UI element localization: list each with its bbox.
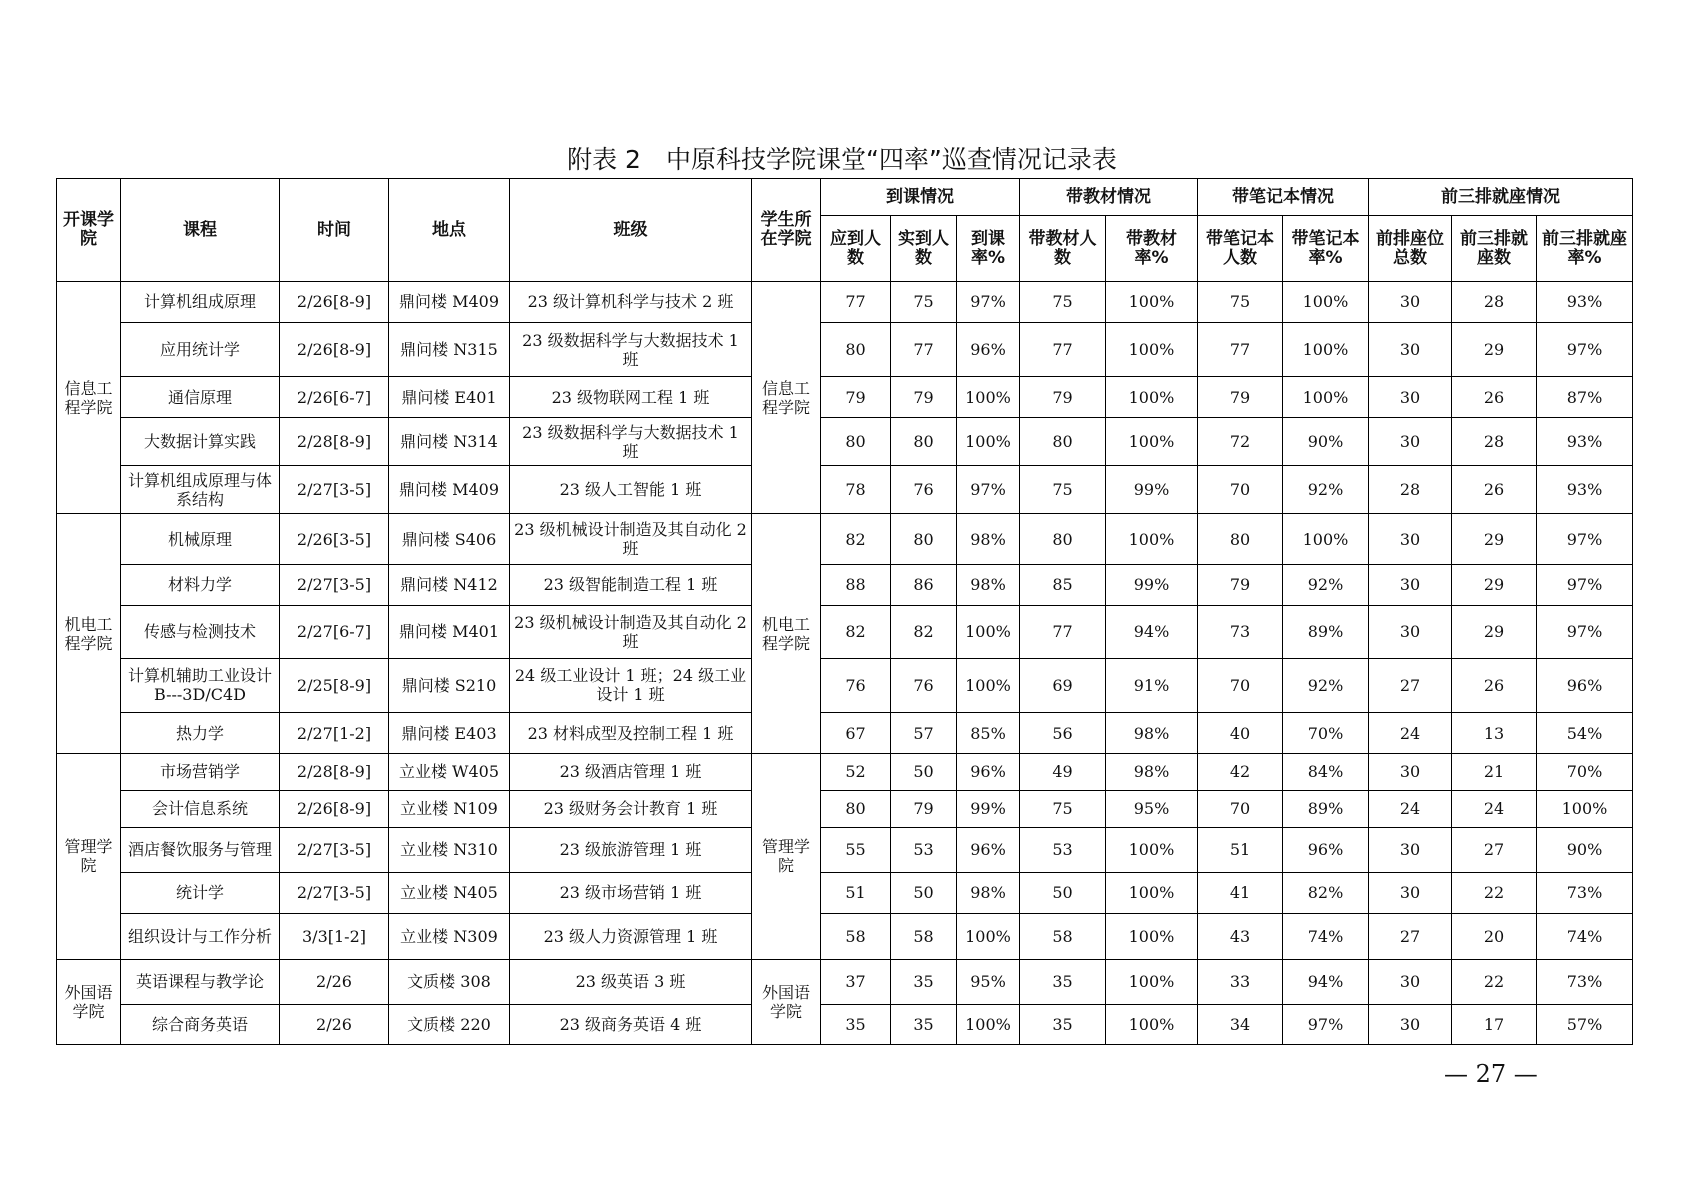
front-seated-cell: 28 — [1452, 418, 1537, 466]
table-row — [57, 658, 1633, 712]
attendance-rate-cell: 98% — [957, 564, 1020, 605]
expected-count-cell: 37 — [821, 959, 891, 1004]
textbook-rate-cell: 100% — [1106, 322, 1198, 376]
course-cell: 计算机组成原理 — [121, 282, 280, 323]
course-cell: 传感与检测技术 — [121, 605, 280, 658]
header-textbook-rate: 带教材率% — [1106, 216, 1198, 282]
class-cell: 23 级商务英语 4 班 — [510, 1004, 752, 1044]
textbook-rate-cell: 99% — [1106, 466, 1198, 514]
expected-count-cell: 51 — [821, 872, 891, 913]
textbook-rate-cell: 100% — [1106, 1004, 1198, 1044]
time-cell: 3/3[1-2] — [280, 913, 389, 959]
notebook-count-cell: 33 — [1198, 959, 1283, 1004]
actual-count-cell: 80 — [891, 418, 957, 466]
expected-count-cell: 82 — [821, 605, 891, 658]
textbook-rate-cell: 100% — [1106, 959, 1198, 1004]
notebook-rate-cell: 89% — [1283, 790, 1369, 827]
notebook-count-cell: 70 — [1198, 658, 1283, 712]
attendance-rate-cell: 100% — [957, 418, 1020, 466]
notebook-count-cell: 43 — [1198, 913, 1283, 959]
attendance-rate-cell: 85% — [957, 713, 1020, 754]
actual-count-cell: 76 — [891, 466, 957, 514]
attendance-rate-cell: 99% — [957, 790, 1020, 827]
table-row — [57, 377, 1633, 418]
class-cell: 23 级旅游管理 1 班 — [510, 827, 752, 872]
location-cell: 鼎问楼 S210 — [389, 658, 510, 712]
expected-count-cell: 52 — [821, 754, 891, 791]
page-title: 附表 2 中原科技学院课堂“四率”巡查情况记录表 — [567, 145, 1117, 174]
front-seat-total-cell: 30 — [1369, 322, 1452, 376]
table-row — [57, 322, 1633, 376]
class-cell: 23 级物联网工程 1 班 — [510, 377, 752, 418]
attendance-rate-cell: 100% — [957, 377, 1020, 418]
time-cell: 2/27[3-5] — [280, 827, 389, 872]
attendance-rate-cell: 100% — [957, 1004, 1020, 1044]
expected-count-cell: 58 — [821, 913, 891, 959]
front-seat-rate-cell: 97% — [1537, 322, 1633, 376]
class-cell: 23 级智能制造工程 1 班 — [510, 564, 752, 605]
front-seat-total-cell: 30 — [1369, 377, 1452, 418]
actual-count-cell: 58 — [891, 913, 957, 959]
notebook-count-cell: 70 — [1198, 466, 1283, 514]
textbook-count-cell: 80 — [1020, 418, 1106, 466]
front-seat-total-cell: 28 — [1369, 466, 1452, 514]
textbook-count-cell: 50 — [1020, 872, 1106, 913]
textbook-count-cell: 79 — [1020, 377, 1106, 418]
textbook-count-cell: 69 — [1020, 658, 1106, 712]
front-seat-total-cell: 27 — [1369, 658, 1452, 712]
time-cell: 2/27[1-2] — [280, 713, 389, 754]
course-cell: 市场营销学 — [121, 754, 280, 791]
class-cell: 23 级机械设计制造及其自动化 2 班 — [510, 514, 752, 564]
class-cell: 23 级数据科学与大数据技术 1 班 — [510, 322, 752, 376]
notebook-rate-cell: 100% — [1283, 514, 1369, 564]
expected-count-cell: 79 — [821, 377, 891, 418]
table-row — [57, 282, 1633, 323]
class-cell: 23 级人工智能 1 班 — [510, 466, 752, 514]
header-course: 课程 — [121, 179, 280, 282]
table-row — [57, 913, 1633, 959]
front-seat-rate-cell: 97% — [1537, 514, 1633, 564]
location-cell: 立业楼 N405 — [389, 872, 510, 913]
textbook-count-cell: 35 — [1020, 1004, 1106, 1044]
notebook-count-cell: 72 — [1198, 418, 1283, 466]
notebook-count-cell: 79 — [1198, 564, 1283, 605]
table-row — [57, 790, 1633, 827]
front-seat-rate-cell: 54% — [1537, 713, 1633, 754]
header-student-college: 学生所在学院 — [752, 179, 821, 282]
front-seat-rate-cell: 70% — [1537, 754, 1633, 791]
table-row — [57, 418, 1633, 466]
textbook-count-cell: 77 — [1020, 322, 1106, 376]
attendance-rate-cell: 100% — [957, 605, 1020, 658]
attendance-rate-cell: 96% — [957, 827, 1020, 872]
table-row — [57, 1004, 1633, 1044]
time-cell: 2/26 — [280, 1004, 389, 1044]
front-seated-cell: 29 — [1452, 514, 1537, 564]
notebook-count-cell: 51 — [1198, 827, 1283, 872]
actual-count-cell: 50 — [891, 754, 957, 791]
notebook-count-cell: 40 — [1198, 713, 1283, 754]
textbook-rate-cell: 100% — [1106, 913, 1198, 959]
front-seat-rate-cell: 93% — [1537, 282, 1633, 323]
front-seated-cell: 29 — [1452, 564, 1537, 605]
textbook-rate-cell: 98% — [1106, 754, 1198, 791]
front-seated-cell: 20 — [1452, 913, 1537, 959]
notebook-count-cell: 42 — [1198, 754, 1283, 791]
notebook-rate-cell: 96% — [1283, 827, 1369, 872]
time-cell: 2/26[8-9] — [280, 282, 389, 323]
notebook-rate-cell: 100% — [1283, 282, 1369, 323]
front-seat-total-cell: 30 — [1369, 827, 1452, 872]
notebook-rate-cell: 97% — [1283, 1004, 1369, 1044]
textbook-count-cell: 75 — [1020, 282, 1106, 323]
textbook-rate-cell: 100% — [1106, 377, 1198, 418]
actual-count-cell: 76 — [891, 658, 957, 712]
table-row — [57, 713, 1633, 754]
textbook-count-cell: 56 — [1020, 713, 1106, 754]
textbook-count-cell: 53 — [1020, 827, 1106, 872]
header-location: 地点 — [389, 179, 510, 282]
textbook-rate-cell: 100% — [1106, 418, 1198, 466]
textbook-count-cell: 85 — [1020, 564, 1106, 605]
course-cell: 大数据计算实践 — [121, 418, 280, 466]
class-cell: 24 级工业设计 1 班；24 级工业设计 1 班 — [510, 658, 752, 712]
header-group-notebook: 带笔记本情况 — [1198, 179, 1369, 216]
location-cell: 文质楼 220 — [389, 1004, 510, 1044]
notebook-rate-cell: 92% — [1283, 564, 1369, 605]
header-college: 开课学院 — [57, 179, 121, 282]
course-cell: 综合商务英语 — [121, 1004, 280, 1044]
front-seated-cell: 13 — [1452, 713, 1537, 754]
course-cell: 酒店餐饮服务与管理 — [121, 827, 280, 872]
location-cell: 鼎问楼 N314 — [389, 418, 510, 466]
front-seat-rate-cell: 73% — [1537, 959, 1633, 1004]
header-time: 时间 — [280, 179, 389, 282]
front-seat-rate-cell: 97% — [1537, 605, 1633, 658]
class-cell: 23 级机械设计制造及其自动化 2 班 — [510, 605, 752, 658]
notebook-rate-cell: 84% — [1283, 754, 1369, 791]
expected-count-cell: 35 — [821, 1004, 891, 1044]
attendance-rate-cell: 96% — [957, 754, 1020, 791]
table-row — [57, 514, 1633, 564]
actual-count-cell: 86 — [891, 564, 957, 605]
class-cell: 23 级市场营销 1 班 — [510, 872, 752, 913]
notebook-count-cell: 41 — [1198, 872, 1283, 913]
textbook-rate-cell: 100% — [1106, 827, 1198, 872]
front-seat-total-cell: 24 — [1369, 790, 1452, 827]
textbook-count-cell: 49 — [1020, 754, 1106, 791]
notebook-rate-cell: 100% — [1283, 377, 1369, 418]
table-row — [57, 827, 1633, 872]
attendance-rate-cell: 96% — [957, 322, 1020, 376]
expected-count-cell: 78 — [821, 466, 891, 514]
course-cell: 统计学 — [121, 872, 280, 913]
college-cell: 管理学院 — [57, 754, 121, 960]
table-body — [57, 282, 1633, 1045]
class-cell: 23 级酒店管理 1 班 — [510, 754, 752, 791]
attendance-rate-cell: 98% — [957, 514, 1020, 564]
front-seat-total-cell: 30 — [1369, 754, 1452, 791]
class-cell: 23 材料成型及控制工程 1 班 — [510, 713, 752, 754]
front-seat-rate-cell: 97% — [1537, 564, 1633, 605]
front-seated-cell: 26 — [1452, 658, 1537, 712]
student-college-cell: 信息工程学院 — [752, 282, 821, 514]
location-cell: 立业楼 N309 — [389, 913, 510, 959]
header-front-seat-rate: 前三排就座率% — [1537, 216, 1633, 282]
textbook-count-cell: 80 — [1020, 514, 1106, 564]
college-cell: 机电工程学院 — [57, 514, 121, 754]
attendance-rate-cell: 97% — [957, 466, 1020, 514]
header-group-textbook: 带教材情况 — [1020, 179, 1198, 216]
course-cell: 材料力学 — [121, 564, 280, 605]
expected-count-cell: 80 — [821, 322, 891, 376]
notebook-rate-cell: 70% — [1283, 713, 1369, 754]
patrol-record-table — [56, 178, 1633, 1045]
header-group-attendance: 到课情况 — [821, 179, 1020, 216]
notebook-count-cell: 80 — [1198, 514, 1283, 564]
actual-count-cell: 75 — [891, 282, 957, 323]
textbook-rate-cell: 94% — [1106, 605, 1198, 658]
time-cell: 2/25[8-9] — [280, 658, 389, 712]
course-cell: 机械原理 — [121, 514, 280, 564]
location-cell: 鼎问楼 M401 — [389, 605, 510, 658]
table-row — [57, 466, 1633, 514]
front-seat-total-cell: 30 — [1369, 564, 1452, 605]
textbook-count-cell: 58 — [1020, 913, 1106, 959]
textbook-count-cell: 75 — [1020, 466, 1106, 514]
course-cell: 组织设计与工作分析 — [121, 913, 280, 959]
front-seated-cell: 29 — [1452, 605, 1537, 658]
actual-count-cell: 57 — [891, 713, 957, 754]
front-seated-cell: 26 — [1452, 466, 1537, 514]
time-cell: 2/28[8-9] — [280, 418, 389, 466]
header-notebook-count: 带笔记本人数 — [1198, 216, 1283, 282]
header-textbook-count: 带教材人数 — [1020, 216, 1106, 282]
front-seat-total-cell: 24 — [1369, 713, 1452, 754]
class-cell: 23 级人力资源管理 1 班 — [510, 913, 752, 959]
table-row — [57, 872, 1633, 913]
notebook-rate-cell: 90% — [1283, 418, 1369, 466]
notebook-count-cell: 79 — [1198, 377, 1283, 418]
notebook-count-cell: 77 — [1198, 322, 1283, 376]
textbook-rate-cell: 100% — [1106, 282, 1198, 323]
textbook-rate-cell: 100% — [1106, 514, 1198, 564]
student-college-cell: 机电工程学院 — [752, 514, 821, 754]
front-seat-total-cell: 30 — [1369, 959, 1452, 1004]
header-actual: 实到人数 — [891, 216, 957, 282]
front-seated-cell: 17 — [1452, 1004, 1537, 1044]
front-seat-total-cell: 30 — [1369, 282, 1452, 323]
location-cell: 鼎问楼 N412 — [389, 564, 510, 605]
time-cell: 2/27[3-5] — [280, 466, 389, 514]
notebook-rate-cell: 92% — [1283, 466, 1369, 514]
notebook-count-cell: 70 — [1198, 790, 1283, 827]
course-cell: 计算机组成原理与体系结构 — [121, 466, 280, 514]
textbook-rate-cell: 95% — [1106, 790, 1198, 827]
location-cell: 文质楼 308 — [389, 959, 510, 1004]
textbook-count-cell: 35 — [1020, 959, 1106, 1004]
time-cell: 2/27[3-5] — [280, 872, 389, 913]
header-front-seated: 前三排就座数 — [1452, 216, 1537, 282]
front-seat-rate-cell: 100% — [1537, 790, 1633, 827]
textbook-rate-cell: 100% — [1106, 872, 1198, 913]
notebook-rate-cell: 92% — [1283, 658, 1369, 712]
location-cell: 立业楼 N109 — [389, 790, 510, 827]
header-expected: 应到人数 — [821, 216, 891, 282]
front-seat-rate-cell: 87% — [1537, 377, 1633, 418]
class-cell: 23 级计算机科学与技术 2 班 — [510, 282, 752, 323]
table-header — [57, 179, 1633, 282]
time-cell: 2/26 — [280, 959, 389, 1004]
attendance-rate-cell: 97% — [957, 282, 1020, 323]
expected-count-cell: 80 — [821, 790, 891, 827]
location-cell: 鼎问楼 N315 — [389, 322, 510, 376]
front-seated-cell: 21 — [1452, 754, 1537, 791]
header-attendance-rate: 到课率% — [957, 216, 1020, 282]
front-seated-cell: 22 — [1452, 872, 1537, 913]
course-cell: 通信原理 — [121, 377, 280, 418]
actual-count-cell: 79 — [891, 377, 957, 418]
front-seat-rate-cell: 74% — [1537, 913, 1633, 959]
header-class: 班级 — [510, 179, 752, 282]
actual-count-cell: 80 — [891, 514, 957, 564]
actual-count-cell: 79 — [891, 790, 957, 827]
course-cell: 计算机辅助工业设计 B---3D/C4D — [121, 658, 280, 712]
expected-count-cell: 55 — [821, 827, 891, 872]
table-row — [57, 605, 1633, 658]
attendance-rate-cell: 95% — [957, 959, 1020, 1004]
time-cell: 2/27[3-5] — [280, 564, 389, 605]
location-cell: 鼎问楼 E401 — [389, 377, 510, 418]
student-college-cell: 外国语学院 — [752, 959, 821, 1044]
location-cell: 立业楼 N310 — [389, 827, 510, 872]
actual-count-cell: 77 — [891, 322, 957, 376]
front-seated-cell: 28 — [1452, 282, 1537, 323]
front-seat-rate-cell: 93% — [1537, 418, 1633, 466]
notebook-count-cell: 34 — [1198, 1004, 1283, 1044]
front-seated-cell: 27 — [1452, 827, 1537, 872]
actual-count-cell: 50 — [891, 872, 957, 913]
expected-count-cell: 67 — [821, 713, 891, 754]
time-cell: 2/26[6-7] — [280, 377, 389, 418]
attendance-rate-cell: 98% — [957, 872, 1020, 913]
notebook-rate-cell: 100% — [1283, 322, 1369, 376]
textbook-count-cell: 77 — [1020, 605, 1106, 658]
front-seat-total-cell: 30 — [1369, 514, 1452, 564]
expected-count-cell: 76 — [821, 658, 891, 712]
time-cell: 2/26[3-5] — [280, 514, 389, 564]
course-cell: 会计信息系统 — [121, 790, 280, 827]
notebook-rate-cell: 82% — [1283, 872, 1369, 913]
table-row — [57, 754, 1633, 791]
table-row — [57, 564, 1633, 605]
actual-count-cell: 35 — [891, 1004, 957, 1044]
location-cell: 鼎问楼 M409 — [389, 466, 510, 514]
actual-count-cell: 53 — [891, 827, 957, 872]
expected-count-cell: 80 — [821, 418, 891, 466]
table-row — [57, 959, 1633, 1004]
page-number: — 27 — — [1444, 1060, 1538, 1088]
course-cell: 热力学 — [121, 713, 280, 754]
location-cell: 立业楼 W405 — [389, 754, 510, 791]
college-cell: 外国语学院 — [57, 959, 121, 1044]
front-seat-total-cell: 30 — [1369, 1004, 1452, 1044]
location-cell: 鼎问楼 E403 — [389, 713, 510, 754]
textbook-rate-cell: 98% — [1106, 713, 1198, 754]
expected-count-cell: 88 — [821, 564, 891, 605]
attendance-rate-cell: 100% — [957, 658, 1020, 712]
time-cell: 2/27[6-7] — [280, 605, 389, 658]
time-cell: 2/28[8-9] — [280, 754, 389, 791]
textbook-rate-cell: 99% — [1106, 564, 1198, 605]
attendance-rate-cell: 100% — [957, 913, 1020, 959]
front-seat-rate-cell: 73% — [1537, 872, 1633, 913]
notebook-rate-cell: 89% — [1283, 605, 1369, 658]
front-seated-cell: 29 — [1452, 322, 1537, 376]
notebook-count-cell: 73 — [1198, 605, 1283, 658]
notebook-rate-cell: 74% — [1283, 913, 1369, 959]
front-seated-cell: 22 — [1452, 959, 1537, 1004]
expected-count-cell: 77 — [821, 282, 891, 323]
header-notebook-rate: 带笔记本率% — [1283, 216, 1369, 282]
header-group-front-seats: 前三排就座情况 — [1369, 179, 1633, 216]
front-seat-total-cell: 30 — [1369, 605, 1452, 658]
textbook-rate-cell: 91% — [1106, 658, 1198, 712]
time-cell: 2/26[8-9] — [280, 322, 389, 376]
class-cell: 23 级数据科学与大数据技术 1 班 — [510, 418, 752, 466]
course-cell: 应用统计学 — [121, 322, 280, 376]
location-cell: 鼎问楼 S406 — [389, 514, 510, 564]
expected-count-cell: 82 — [821, 514, 891, 564]
front-seat-total-cell: 30 — [1369, 872, 1452, 913]
front-seat-rate-cell: 90% — [1537, 827, 1633, 872]
front-seated-cell: 24 — [1452, 790, 1537, 827]
front-seat-total-cell: 27 — [1369, 913, 1452, 959]
actual-count-cell: 82 — [891, 605, 957, 658]
course-cell: 英语课程与教学论 — [121, 959, 280, 1004]
front-seat-total-cell: 30 — [1369, 418, 1452, 466]
header-front-seat-total: 前排座位总数 — [1369, 216, 1452, 282]
textbook-count-cell: 75 — [1020, 790, 1106, 827]
student-college-cell: 管理学院 — [752, 754, 821, 960]
time-cell: 2/26[8-9] — [280, 790, 389, 827]
college-cell: 信息工程学院 — [57, 282, 121, 514]
front-seat-rate-cell: 57% — [1537, 1004, 1633, 1044]
class-cell: 23 级英语 3 班 — [510, 959, 752, 1004]
location-cell: 鼎问楼 M409 — [389, 282, 510, 323]
notebook-count-cell: 75 — [1198, 282, 1283, 323]
class-cell: 23 级财务会计教育 1 班 — [510, 790, 752, 827]
front-seat-rate-cell: 96% — [1537, 658, 1633, 712]
actual-count-cell: 35 — [891, 959, 957, 1004]
notebook-rate-cell: 94% — [1283, 959, 1369, 1004]
front-seated-cell: 26 — [1452, 377, 1537, 418]
front-seat-rate-cell: 93% — [1537, 466, 1633, 514]
